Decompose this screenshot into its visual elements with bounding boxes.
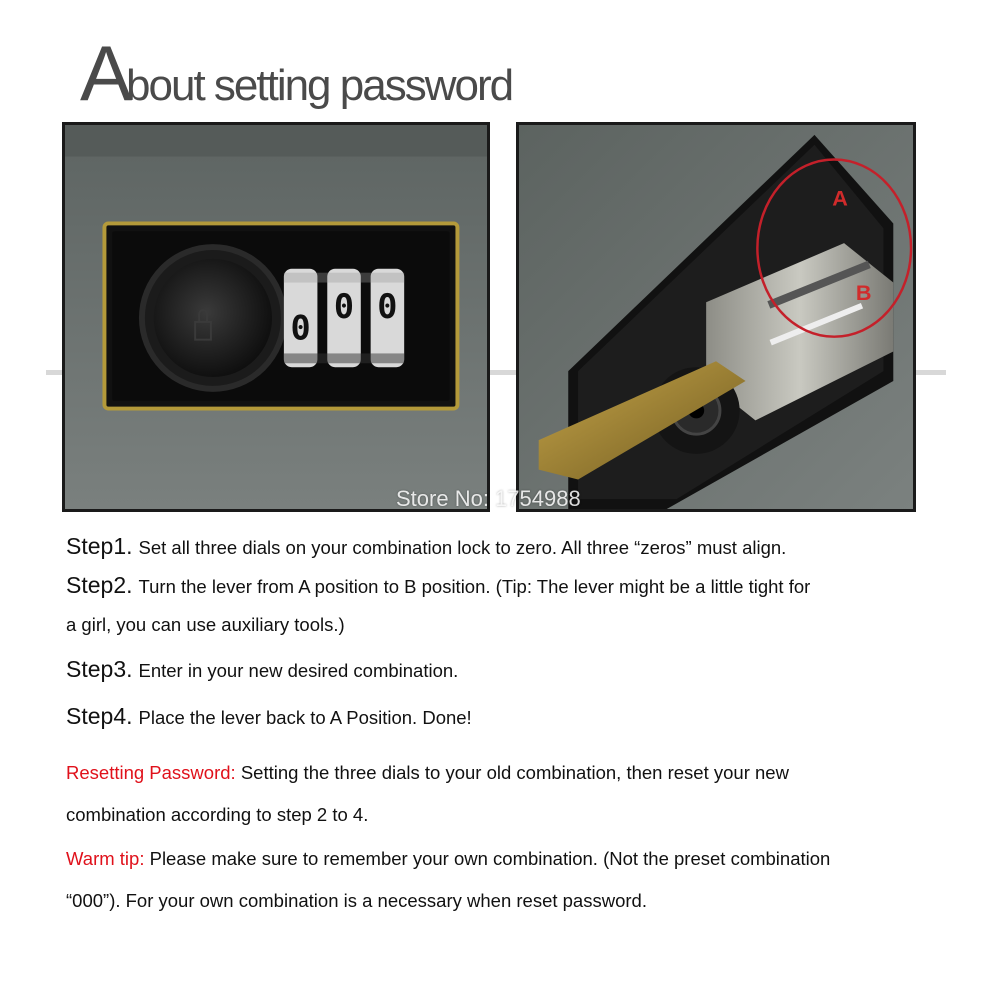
- resetting-line: [66, 762, 966, 784]
- combination-lock-photo: [62, 122, 490, 512]
- step4-line: [66, 703, 966, 730]
- lever-illustration: [519, 125, 913, 509]
- step4-label: Step4.: [66, 703, 133, 729]
- page-title: [80, 28, 512, 119]
- dial-2-digit: 0: [333, 287, 355, 326]
- store-watermark: Store No: 1754988: [396, 486, 581, 511]
- step3-label: Step3.: [66, 656, 133, 682]
- warm-tip-continued: “000”). For your own combination is a necessary when reset password.: [66, 890, 647, 911]
- step1-text: Set all three dials on your combination lock to zero. All three “zeros” must align.: [138, 537, 787, 558]
- resetting-text: Setting the three dials to your old combination, then reset your new: [240, 762, 789, 783]
- divider-line-mid: [488, 370, 518, 375]
- step2-text: Turn the lever from A position to B position. (Tip: The lever might be a little tight for: [138, 576, 811, 597]
- position-b-label: B: [855, 280, 872, 306]
- dial-3-digit: 0: [377, 287, 398, 326]
- title-rest: bout setting password: [126, 61, 513, 110]
- step3-line: [66, 656, 966, 683]
- divider-line-right: [916, 370, 946, 375]
- step2-label: Step2.: [66, 572, 133, 598]
- step1-label: Step1.: [66, 533, 133, 559]
- position-a-label: A: [832, 185, 848, 211]
- step2-line: [66, 572, 966, 599]
- combination-lock-illustration: [65, 125, 487, 509]
- title-initial: A: [80, 29, 131, 117]
- resetting-continued: combination according to step 2 to 4.: [66, 804, 369, 825]
- lever-mechanism-photo: [516, 122, 916, 512]
- dial-1-digit: 0: [290, 308, 311, 348]
- step4-text: Place the lever back to A Position. Done!: [138, 707, 472, 728]
- resetting-label: Resetting Password:: [66, 762, 236, 783]
- step3-text: Enter in your new desired combination.: [138, 660, 459, 681]
- warm-tip-label: Warm tip:: [66, 848, 145, 869]
- warm-tip-line: [66, 848, 966, 870]
- step2-continued: a girl, you can use auxiliary tools.): [66, 614, 345, 635]
- warm-tip-text: Please make sure to remember your own combination. (Not the preset combination: [149, 848, 831, 869]
- step1-line: [66, 533, 966, 560]
